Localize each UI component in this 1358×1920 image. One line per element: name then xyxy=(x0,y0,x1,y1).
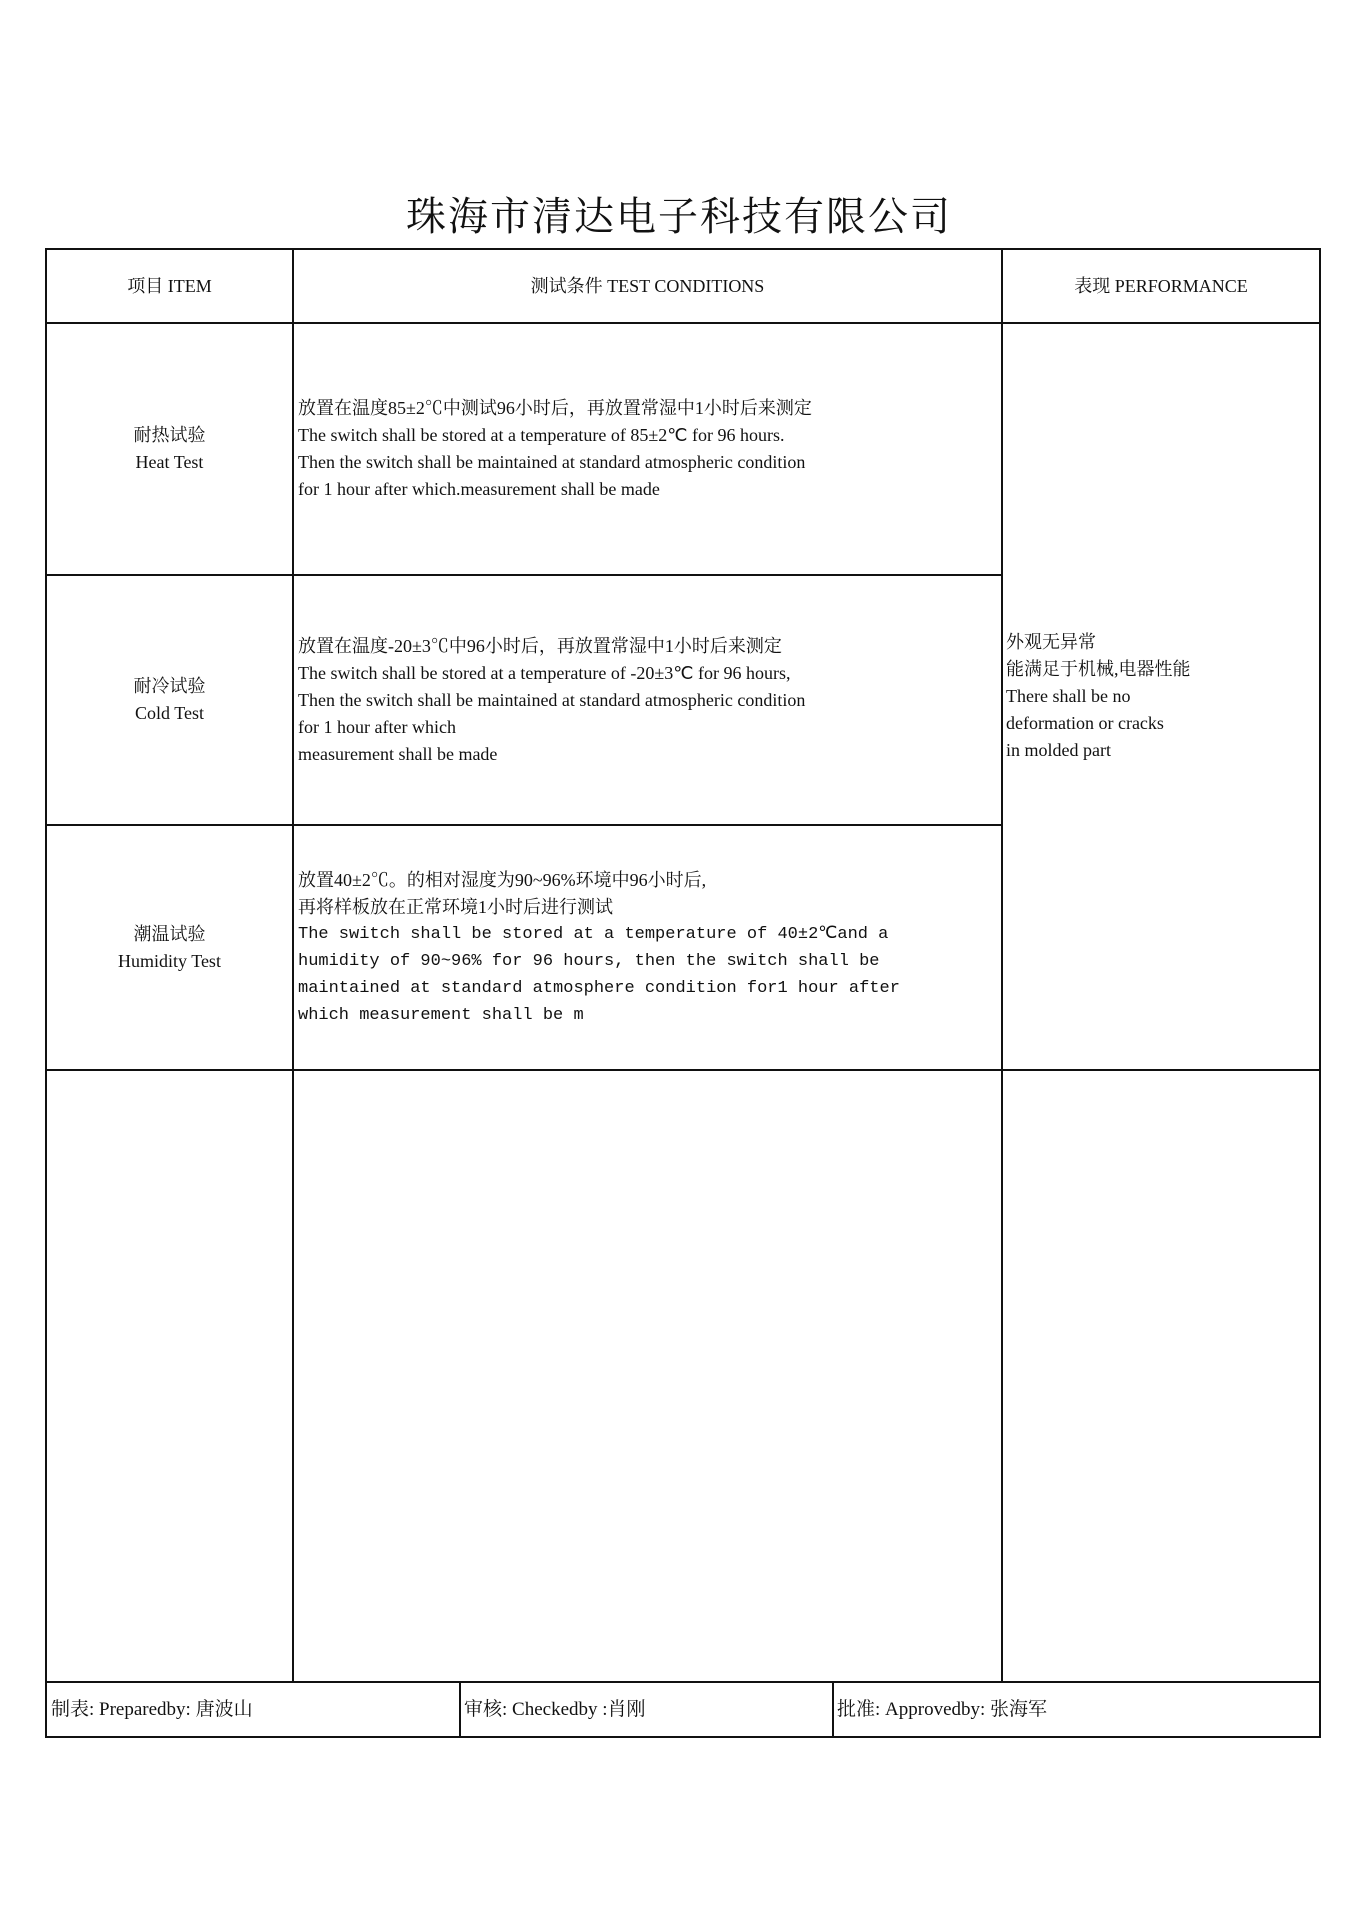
performance-line: 能满足于机械,电器性能 xyxy=(1006,659,1191,679)
item-humidity-test xyxy=(47,826,292,1069)
header-conditions: 测试条件 TEST CONDITIONS xyxy=(530,275,765,296)
condition-line: which measurement shall be m xyxy=(298,1005,584,1025)
condition-line: humidity of 90~96% for 96 hours, then the switch shall be xyxy=(298,951,880,971)
table-border-bottom xyxy=(45,1736,1321,1738)
header-item: 项目 ITEM xyxy=(127,275,212,296)
condition-line: The switch shall be stored at a temperature of 40±2℃and a xyxy=(298,924,889,944)
footer-divider-v xyxy=(459,1681,461,1738)
column-divider xyxy=(1001,248,1003,1683)
item-cn: 耐热试验 xyxy=(133,425,206,445)
item-en: Heat Test xyxy=(135,452,204,472)
condition-line: maintained at standard atmosphere condition for1 hour after xyxy=(298,978,900,998)
condition-line: 放置在温度-20±3℃中96小时后，再放置常湿中1小时后来测定 xyxy=(298,635,782,656)
performance-line: in molded part xyxy=(1006,740,1111,760)
condition-line: Then the switch shall be maintained at standard atmospheric condition xyxy=(298,452,806,472)
conditions-heat-test xyxy=(298,324,998,574)
item-en: Cold Test xyxy=(135,703,204,723)
condition-line: The switch shall be stored at a temperature of 85±2℃ for 96 hours. xyxy=(298,425,785,445)
conditions-humidity-test xyxy=(298,826,998,1069)
condition-line: Then the switch shall be maintained at standard atmospheric condition xyxy=(298,689,806,710)
conditions-cold-test xyxy=(298,576,998,824)
item-cn: 耐冷试验 xyxy=(133,676,206,696)
condition-line: 放置在温度85±2℃中测试96小时后，再放置常湿中1小时后来测定 xyxy=(298,398,812,418)
prepared-by: 制表: Preparedby: 唐波山 xyxy=(51,1699,253,1720)
item-heat-test xyxy=(47,324,292,574)
checked-by: 审核: Checkedby :肖刚 xyxy=(464,1699,646,1720)
condition-line: for 1 hour after which.measurement shall be made xyxy=(298,479,660,499)
item-cn: 潮温试验 xyxy=(133,923,206,944)
approved-by: 批准: Approvedby: 张海军 xyxy=(837,1699,1048,1720)
performance-cell xyxy=(1006,324,1316,1069)
item-en: Humidity Test xyxy=(118,950,221,971)
performance-line: 外观无异常 xyxy=(1006,632,1096,652)
table-border-right xyxy=(1319,248,1321,1738)
row-divider xyxy=(45,1069,1321,1071)
condition-line: 再将样板放在正常环境1小时后进行测试 xyxy=(298,896,613,917)
condition-line: for 1 hour after which xyxy=(298,716,456,737)
footer-divider-v xyxy=(832,1681,834,1738)
condition-line: The switch shall be stored at a temperature of -20±3℃ for 96 hours, xyxy=(298,662,791,683)
company-title: 珠海市清达电子科技有限公司 xyxy=(406,194,952,239)
item-cold-test xyxy=(47,576,292,824)
condition-line: measurement shall be made xyxy=(298,743,498,764)
column-divider xyxy=(292,248,294,1683)
condition-line: 放置40±2℃。的相对湿度为90~96%环境中96小时后, xyxy=(298,869,707,890)
header-performance: 表现 PERFORMANCE xyxy=(1074,275,1248,296)
performance-line: There shall be no xyxy=(1006,686,1131,706)
performance-line: deformation or cracks xyxy=(1006,713,1164,733)
